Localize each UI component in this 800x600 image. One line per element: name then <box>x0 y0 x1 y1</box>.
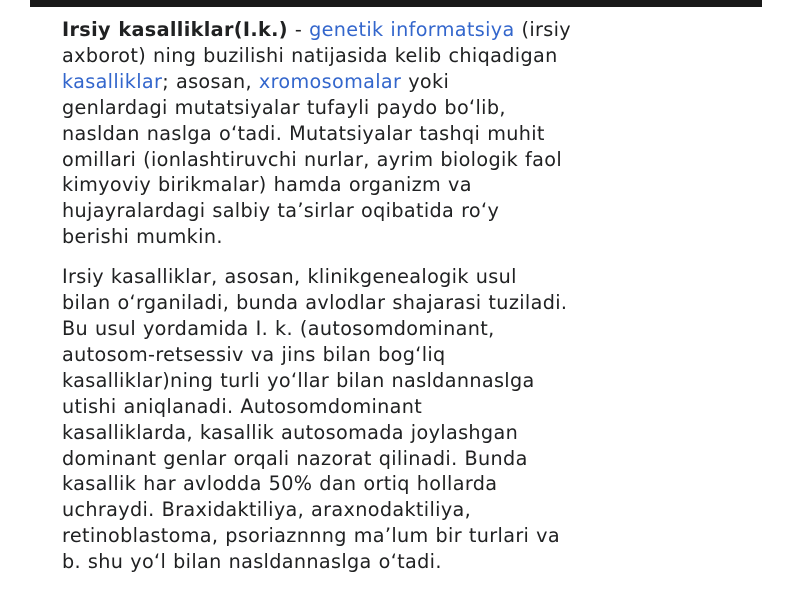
top-divider-bar <box>30 0 762 7</box>
link-genetik-informatsiya[interactable]: genetik informatsiya <box>309 18 515 41</box>
text-fragment: (irsiy <box>514 18 572 41</box>
paragraph-2-line-11: retinoblastoma, psoriaznnng ma’lum bir turlari va <box>62 524 560 548</box>
paragraph-2-line-10: uchraydi. Braxidaktiliya, araxnodaktiliya, <box>62 498 472 522</box>
paragraph-1-line-8: hujayralardagi salbiy ta’sirlar oqibatida ro‘y <box>62 199 500 223</box>
article-body <box>62 17 762 575</box>
text-fragment: ; asosan, <box>162 69 259 93</box>
paragraph-1 <box>62 17 762 250</box>
paragraph-1-line-6: omillari (ionlashtiruvchi nurlar, ayrim biologik faol <box>62 147 563 171</box>
paragraph-1-line-5: nasldan naslga o‘tadi. Mutatsiyalar tashqi muhit <box>62 121 545 145</box>
link-xromosomalar[interactable]: xromosomalar <box>258 69 402 93</box>
paragraph-1-line-9: berishi mumkin. <box>62 225 223 249</box>
link-kasalliklar[interactable]: kasalliklar <box>62 69 163 93</box>
paragraph-2-line-8: dominant genlar orqali nazorat qilinadi. Bunda <box>62 446 528 470</box>
paragraph-1-line-2: axborot) ning buzilishi natijasida kelib chiqadigan <box>62 43 558 67</box>
paragraph-2-line-3: Bu usul yordamida I. k. (autosomdominant, <box>62 316 495 340</box>
paragraph-1-line-7: kimyoviy birikmalar) hamda organizm va <box>62 173 472 197</box>
paragraph-1-line-3 <box>62 69 762 95</box>
paragraph-2-line-6: utishi aniqlanadi. Autosomdominant <box>62 394 423 418</box>
paragraph-2-line-7: kasalliklarda, kasallik autosomada joylashgan <box>62 420 519 444</box>
paragraph-2-line-2: bilan o‘rganiladi, bunda avlodlar shajarasi tuziladi. <box>62 291 568 315</box>
paragraph-1-line-4: genlardagi mutatsiyalar tufayli paydo bo‘lib, <box>62 95 506 119</box>
paragraph-2-line-5: kasalliklar)ning turli yo‘llar bilan nasldannaslga <box>62 368 535 392</box>
paragraph-2-line-1: Irsiy kasalliklar, asosan, klinikgenealogik usul <box>62 265 517 289</box>
paragraph-1-line-1 <box>62 17 762 43</box>
paragraph-2-line-4: autosom-retsessiv va jins bilan bog‘liq <box>62 342 446 366</box>
paragraph-2-line-12: b. shu yo‘l bilan nasldannaslga o‘tadi. <box>62 550 442 574</box>
article-term: Irsiy kasalliklar(I.k.) <box>62 18 288 41</box>
text-fragment: yoki <box>401 69 450 93</box>
paragraph-2-line-9: kasallik har avlodda 50% dan ortiq hollarda <box>62 472 498 496</box>
term-separator: - <box>287 18 310 41</box>
paragraph-2 <box>62 264 762 575</box>
